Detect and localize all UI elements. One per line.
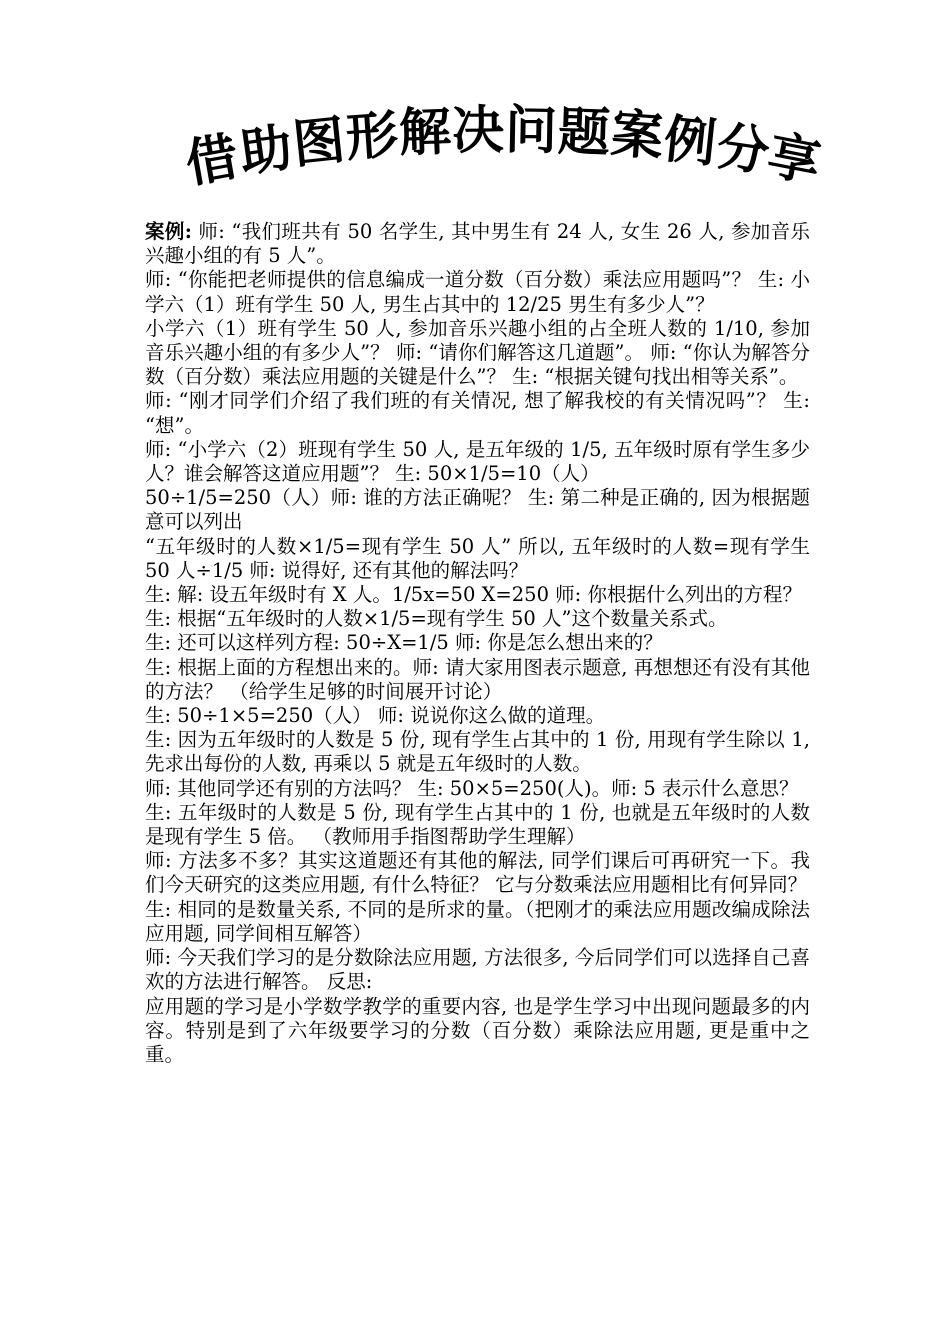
paragraph: 生: 根据“五年级时的人数×1/5=现有学生 50 人”这个数量关系式。 [145, 607, 728, 631]
paragraph: 师: “你能把老师提供的信息编成一道分数（百分数）乘法应用题吗”？ 生: 小学六（1）班有学生 50 人, 男生占其中的 12/25 男生有多少人”？ [145, 268, 810, 316]
paragraph: 师: “小学六（2）班现有学生 50 人, 是五年级的 1/5, 五年级时原有学生多少人？谁会解答这道应用题”？ 生: 50×1/5=10（人） [145, 437, 810, 486]
title-char: 形 [343, 105, 401, 169]
title-char: 题 [556, 102, 612, 164]
title-char: 决 [451, 100, 505, 162]
document-title [180, 95, 880, 195]
paragraph: 50÷1/5=250（人）师: 谁的方法正确呢？ 生: 第二种是正确的, 因为根据题意可以列出 [145, 486, 810, 534]
title-char: 问 [504, 100, 558, 162]
paragraph: 生: 根据上面的方程想出来的。师: 请大家用图表示题意, 再想想还有没有其他的方法？ （给学生足够的时间展开讨论） [145, 655, 810, 703]
paragraph [145, 220, 810, 268]
paragraph: 生: 五年级时的人数是 5 份, 现有学生占其中的 1 份, 也就是五年级时的人数是现有学生 5 倍。 （教师用手指图帮助学生理解） [145, 800, 810, 849]
title-char: 图 [290, 110, 349, 176]
paragraph: 生: 解: 设五年级时有 X 人。1/5x=50 X=250 师: 你根据什么列出的方程？ [145, 583, 802, 607]
paragraph: 生: 相同的是数量关系, 不同的是所求的量。（把刚才的乘法应用题改编成除法应用题, 同学间相互解答） [145, 897, 810, 945]
title-char: 案 [608, 104, 666, 168]
paragraph-lead: 案例: [145, 220, 192, 243]
title-char: 解 [397, 102, 453, 164]
paragraph: “五年级时的人数×1/5=现有学生 50 人” 所以, 五年级时的人数=现有学生 50 人÷1/5 师: 说得好, 还有其他的解法吗？ [145, 534, 810, 582]
paragraph: 师: “刚才同学们介绍了我们班的有关情况, 想了解我校的有关情况吗”？ 生: “想”。 [145, 389, 810, 437]
document-body [145, 220, 810, 1067]
paragraph: 生: 还可以这样列方程: 50÷X=1/5 师: 你是怎么想出来的？ [145, 631, 663, 655]
paragraph: 师: 今天我们学习的是分数除法应用题, 方法很多, 今后同学们可以选择自己喜欢的方法进行解答。 反思: [145, 946, 810, 994]
paragraph-text: 师: “我们班共有 50 名学生, 其中男生有 24 人, 女生 26 人, 参加音乐兴趣小组的有 5 人”。 [145, 220, 810, 268]
paragraph: 应用题的学习是小学数学教学的重要内容, 也是学生学习中出现问题最多的内容。特别是到了六年级要学习的分数（百分数）乘除法应用题, 更是重中之重。 [145, 994, 810, 1066]
title-char: 例 [661, 109, 720, 175]
paragraph: 生: 50÷1×5=250（人） 师: 说说你这么做的道理。 [145, 704, 606, 728]
paragraph: 师: 方法多不多？其实这道题还有其他的解法, 同学们课后可再研究一下。我们今天研究的这类应用题, 有什么特征？ 它与分数乘法应用题相比有何异同？ [145, 849, 810, 897]
title-char: 享 [762, 125, 826, 195]
paragraph: 师: 其他同学还有别的方法吗？ 生: 50×5=250(人)。师: 5 表示什么意思？ [145, 776, 799, 800]
title-char: 借 [181, 126, 243, 196]
paragraph: 生: 因为五年级时的人数是 5 份, 现有学生占其中的 1 份, 用现有学生除以 1, 先求出每份的人数, 再乘以 5 就是五年级时的人数。 [145, 728, 810, 776]
title-char: 分 [713, 116, 773, 184]
paragraph: 小学六（1）班有学生 50 人, 参加音乐兴趣小组的占全班人数的 1/10, 参加音乐兴趣小组的有多少人”？ 师: “请你们解答这几道题”。 师: “你认为解答分数（百分数）乘法应用题的关键是什么”？ 生: “根据关键句找出相等关系”。 [145, 316, 810, 389]
title-char: 助 [236, 117, 296, 185]
